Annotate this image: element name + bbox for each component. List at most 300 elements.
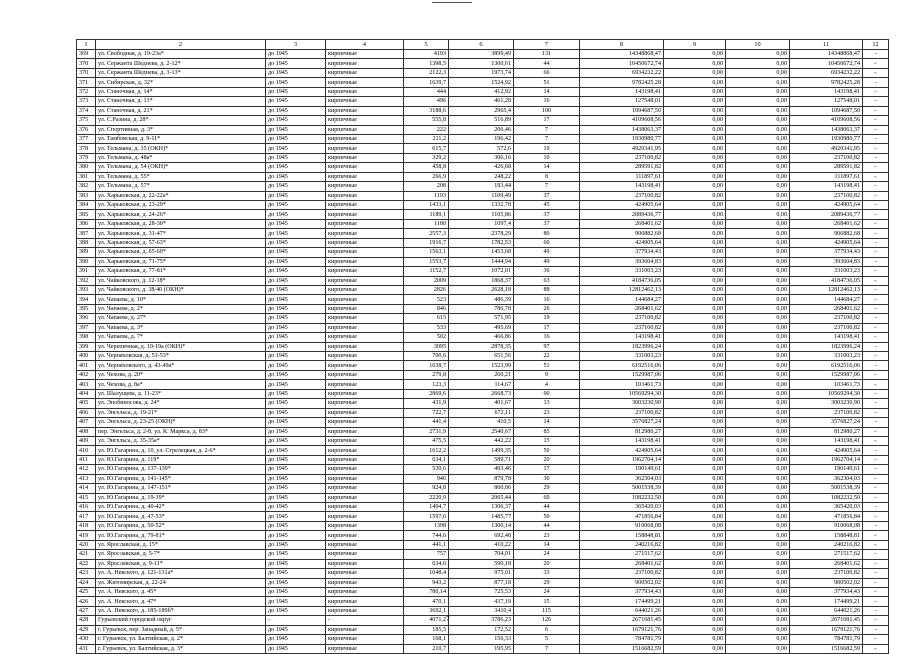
cell-cost-total: 237100,82	[580, 323, 664, 332]
cell-build-year: до 1945	[266, 210, 326, 219]
cell-cost-regional: 0,00	[664, 418, 726, 427]
cell-living-area: 1109,49	[449, 191, 514, 200]
cell-note: -	[863, 635, 889, 644]
cell-residents: 29	[514, 578, 580, 587]
cell-address: ул. Ю.Гагарина, д. 79-81*	[96, 531, 266, 540]
cell-cost-regional: 0,00	[664, 503, 726, 512]
cell-address: ул. Ю.Гагарина, д. 47-53*	[96, 512, 266, 521]
cell-build-year: до 1945	[266, 559, 326, 568]
cell-note: -	[863, 134, 889, 143]
cell-total-area: 1152,7	[404, 267, 449, 276]
cell-note: -	[863, 625, 889, 634]
cell-living-area: 412,92	[449, 87, 514, 96]
cell-residents: 16	[514, 333, 580, 342]
cell-cost-municipal: 0,00	[726, 219, 790, 228]
cell-note: -	[863, 106, 889, 115]
cell-cost-owners: 1930980,77	[790, 134, 863, 143]
cell-cost-municipal: 0,00	[726, 427, 790, 436]
cell-living-area: 516,89	[449, 116, 514, 125]
cell-wall-material: кирпичные	[326, 323, 404, 332]
cell-row-number: 375	[77, 116, 96, 125]
cell-cost-municipal: 0,00	[726, 248, 790, 257]
cell-residents: 17	[514, 323, 580, 332]
cell-build-year: до 1945	[266, 229, 326, 238]
cell-note: -	[863, 569, 889, 578]
cell-cost-total: 4920341,95	[580, 144, 664, 153]
cell-wall-material: кирпичные	[326, 50, 404, 59]
cell-living-area: 589,71	[449, 455, 514, 464]
cell-row-number: 410	[77, 446, 96, 455]
cell-build-year: до 1945	[266, 248, 326, 257]
cell-wall-material: кирпичные	[326, 134, 404, 143]
cell-living-area: 1332,78	[449, 201, 514, 210]
cell-wall-material: кирпичные	[326, 418, 404, 427]
cell-cost-regional: 0,00	[664, 323, 726, 332]
cell-address: ул. Харьковская, д. 57-63*	[96, 238, 266, 247]
cell-cost-owners: 3576827,24	[790, 418, 863, 427]
cell-total-area: 475,5	[404, 436, 449, 445]
cell-address: ул. Житомирская, д. 22-24	[96, 578, 266, 587]
table-row	[77, 229, 889, 238]
cell-total-area: 3095	[404, 342, 449, 351]
table-row	[77, 191, 889, 200]
cell-address: ул. Станочная, д. 13*	[96, 97, 266, 106]
cell-build-year: до 1945	[266, 408, 326, 417]
cell-wall-material: кирпичные	[326, 106, 404, 115]
cell-residents: 45	[514, 201, 580, 210]
cell-cost-municipal: 0,00	[726, 323, 790, 332]
cell-cost-owners: 268401,62	[790, 304, 863, 313]
cell-wall-material: кирпичные	[326, 116, 404, 125]
cell-build-year: до 1945	[266, 644, 326, 653]
table-row	[77, 540, 889, 549]
cell-wall-material: кирпичные	[326, 550, 404, 559]
cell-address: ул. С.Разина, д. 28*	[96, 116, 266, 125]
cell-living-area: 2540,67	[449, 427, 514, 436]
cell-build-year: до 1945	[266, 550, 326, 559]
header-cell-address: 2	[96, 40, 266, 50]
cell-wall-material: кирпичные	[326, 182, 404, 191]
cell-note: -	[863, 503, 889, 512]
cell-note: -	[863, 267, 889, 276]
cell-wall-material: кирпичные	[326, 352, 404, 361]
cell-living-area: 571,95	[449, 314, 514, 323]
cell-build-year: до 1945	[266, 474, 326, 483]
cell-cost-owners: 910068,08	[790, 521, 863, 530]
table-row	[77, 304, 889, 313]
cell-row-number: 373	[77, 97, 96, 106]
cell-wall-material: кирпичные	[326, 540, 404, 549]
cell-cost-owners: 4920341,95	[790, 144, 863, 153]
cell-cost-municipal: 0,00	[726, 465, 790, 474]
cell-residents: 19	[514, 144, 580, 153]
table-row	[77, 314, 889, 323]
cell-build-year: до 1945	[266, 295, 326, 304]
table-row	[77, 370, 889, 379]
cell-residents: 66	[514, 68, 580, 77]
cell-cost-owners: 331003,23	[790, 267, 863, 276]
cell-cost-regional: 0,00	[664, 125, 726, 134]
cell-total-area: 924,8	[404, 484, 449, 493]
cell-cost-total: 1094687,50	[580, 106, 664, 115]
cell-cost-municipal: 0,00	[726, 446, 790, 455]
table-row	[77, 569, 889, 578]
cell-build-year: до 1945	[266, 455, 326, 464]
cell-cost-total: 10569294,30	[580, 389, 664, 398]
cell-row-number: 371	[77, 78, 96, 87]
cell-note: -	[863, 163, 889, 172]
cell-build-year: до 1945	[266, 50, 326, 59]
cell-cost-total: 377934,43	[580, 587, 664, 596]
cell-residents: 115	[514, 606, 580, 615]
cell-note: -	[863, 59, 889, 68]
cell-cost-total: 190149,61	[580, 465, 664, 474]
table-row	[77, 125, 889, 134]
cell-cost-municipal: 0,00	[726, 644, 790, 653]
cell-residents: 88	[514, 285, 580, 294]
cell-total-area: 1553,7	[404, 257, 449, 266]
table-row	[77, 59, 889, 68]
cell-living-area: 2965,4	[449, 106, 514, 115]
table-row	[77, 380, 889, 389]
cell-cost-owners: 111897,61	[790, 172, 863, 181]
cell-address: ул. Ю.Гагарина, д. 40-42*	[96, 503, 266, 512]
cell-build-year: до 1945	[266, 238, 326, 247]
cell-residents: 9	[514, 370, 580, 379]
cell-cost-regional: 0,00	[664, 578, 726, 587]
cell-address: ул. Чехова, д. 8а*	[96, 380, 266, 389]
cell-row-number: 397	[77, 323, 96, 332]
cell-address: ул. Ю.Гагарина, д. 50-52*	[96, 521, 266, 530]
cell-address: г. Гурьевск, пер. Западный, д. 5*	[96, 625, 266, 634]
cell-cost-owners: 237100,82	[790, 314, 863, 323]
header-cell-build-year: 3	[266, 40, 326, 50]
cell-address: ул. Энгельса, д. 35-35а*	[96, 436, 266, 445]
cell-cost-regional: 0,00	[664, 191, 726, 200]
cell-row-number: 391	[77, 267, 96, 276]
cell-cost-total: 1962704,14	[580, 455, 664, 464]
cell-row-number: 401	[77, 361, 96, 370]
cell-address: ул. Черняховская, д. 51-53*	[96, 352, 266, 361]
cell-note: -	[863, 370, 889, 379]
cell-cost-municipal: 0,00	[726, 304, 790, 313]
cell-cost-owners: 5001538,39	[790, 484, 863, 493]
cell-cost-owners: 471856,84	[790, 512, 863, 521]
cell-address: ул. Тельмана, д. 35 (ОКН)*	[96, 144, 266, 153]
cell-row-number: 396	[77, 314, 96, 323]
cell-wall-material: кирпичные	[326, 436, 404, 445]
cell-build-year: до 1945	[266, 493, 326, 502]
cell-cost-regional: 0,00	[664, 276, 726, 285]
top-page-mark	[432, 2, 472, 4]
cell-cost-regional: 0,00	[664, 380, 726, 389]
cell-note: -	[863, 304, 889, 313]
cell-living-area: 672,11	[449, 408, 514, 417]
cell-total-area: 3692,1	[404, 606, 449, 615]
cell-residents: 14	[514, 87, 580, 96]
cell-total-area: 700,6	[404, 352, 449, 361]
cell-residents: 131	[514, 50, 580, 59]
table-row	[77, 201, 889, 210]
cell-living-area: 1306,37	[449, 503, 514, 512]
cell-residents: 51	[514, 361, 580, 370]
table-row	[77, 521, 889, 530]
cell-note: -	[863, 352, 889, 361]
cell-cost-owners: 143198,41	[790, 87, 863, 96]
cell-residents: 30	[514, 474, 580, 483]
cell-cost-municipal: 0,00	[726, 361, 790, 370]
cell-build-year: до 1945	[266, 172, 326, 181]
cell-cost-owners: 900502,02	[790, 578, 863, 587]
cell-living-area: 975,01	[449, 569, 514, 578]
cell-cost-regional: 0,00	[664, 493, 726, 502]
cell-wall-material: кирпичные	[326, 238, 404, 247]
cell-wall-material: кирпичные	[326, 455, 404, 464]
cell-wall-material: кирпичные	[326, 427, 404, 436]
table-row	[77, 465, 889, 474]
cell-build-year: до 1945	[266, 285, 326, 294]
table-row	[77, 474, 889, 483]
cell-total-area: 123,3	[404, 380, 449, 389]
cell-cost-regional: 0,00	[664, 352, 726, 361]
cell-cost-municipal: 0,00	[726, 191, 790, 200]
table-row	[77, 389, 889, 398]
cell-cost-municipal: 0,00	[726, 172, 790, 181]
cell-cost-owners: 1823996,24	[790, 342, 863, 351]
cell-total-area: 266,9	[404, 172, 449, 181]
cell-cost-municipal: 0,00	[726, 238, 790, 247]
cell-note: -	[863, 606, 889, 615]
cell-cost-municipal: 0,00	[726, 342, 790, 351]
cell-note: -	[863, 210, 889, 219]
cell-address: ул. Харьковская, д. 65-69*	[96, 248, 266, 257]
cell-wall-material: кирпичные	[326, 597, 404, 606]
cell-cost-owners: 289591,82	[790, 163, 863, 172]
cell-residents: 14	[514, 418, 580, 427]
cell-note: -	[863, 455, 889, 464]
cell-note: -	[863, 50, 889, 59]
cell-cost-owners: 331003,23	[790, 352, 863, 361]
cell-residents: 16	[514, 295, 580, 304]
cell-build-year: до 1945	[266, 418, 326, 427]
cell-wall-material: кирпичные	[326, 229, 404, 238]
cell-cost-total: 393604,83	[580, 257, 664, 266]
header-cell-cost-municipal: 10	[726, 40, 790, 50]
cell-build-year: до 1945	[266, 267, 326, 276]
cell-cost-municipal: 0,00	[726, 455, 790, 464]
cell-cost-total: 784781,79	[580, 635, 664, 644]
cell-residents: 37	[514, 219, 580, 228]
cell-address: ул. Харьковская, д. 28-30*	[96, 219, 266, 228]
cell-address: ул. Чапаева, д. 7*	[96, 333, 266, 342]
cell-wall-material: кирпичные	[326, 512, 404, 521]
table-row	[77, 625, 889, 634]
cell-cost-municipal: 0,00	[726, 418, 790, 427]
cell-living-area: 410,22	[449, 540, 514, 549]
cell-cost-regional: 0,00	[664, 389, 726, 398]
cell-total-area: 2557,3	[404, 229, 449, 238]
cell-cost-owners: 143198,41	[790, 182, 863, 191]
cell-residents: 37	[514, 191, 580, 200]
cell-build-year: до 1945	[266, 597, 326, 606]
cell-row-number: 402	[77, 370, 96, 379]
register-sheet	[76, 39, 879, 654]
cell-cost-regional: 0,00	[664, 550, 726, 559]
cell-row-number: 370	[77, 68, 96, 77]
cell-cost-municipal: 0,00	[726, 144, 790, 153]
cell-cost-regional: 0,00	[664, 465, 726, 474]
cell-residents: 23	[514, 531, 580, 540]
cell-residents: 29	[514, 484, 580, 493]
cell-build-year: до 1945	[266, 134, 326, 143]
cell-total-area: 1180	[404, 219, 449, 228]
cell-row-number: 423	[77, 569, 96, 578]
cell-address: ул. Харьковская, д. 71-75*	[96, 257, 266, 266]
cell-cost-total: 271517,62	[580, 550, 664, 559]
cell-total-area: 185,5	[404, 625, 449, 634]
cell-cost-total: 237100,82	[580, 408, 664, 417]
cell-cost-municipal: 0,00	[726, 314, 790, 323]
cell-cost-owners: 237100,82	[790, 153, 863, 162]
cell-cost-total: 5001538,39	[580, 484, 664, 493]
cell-cost-municipal: 0,00	[726, 587, 790, 596]
cell-cost-owners: 1094687,50	[790, 106, 863, 115]
cell-cost-municipal: 0,00	[726, 625, 790, 634]
cell-wall-material: кирпичные	[326, 87, 404, 96]
cell-build-year: до 1945	[266, 503, 326, 512]
cell-cost-owners: 143198,41	[790, 436, 863, 445]
cell-cost-regional: 0,00	[664, 616, 726, 625]
table-row	[77, 635, 889, 644]
cell-cost-total: 127548,01	[580, 97, 664, 106]
cell-living-area: 2378,29	[449, 229, 514, 238]
cell-cost-municipal: 0,00	[726, 474, 790, 483]
cell-cost-municipal: 0,00	[726, 352, 790, 361]
cell-total-area: 470,1	[404, 597, 449, 606]
cell-address: ул. Чапаева, д. 2*	[96, 304, 266, 313]
table-row	[77, 418, 889, 427]
table-row	[77, 172, 889, 181]
cell-total-area: 3188,6	[404, 106, 449, 115]
cell-cost-total: 424905,64	[580, 446, 664, 455]
cell-cost-municipal: 0,00	[726, 493, 790, 502]
cell-cost-total: 331003,23	[580, 352, 664, 361]
cell-cost-total: 362304,03	[580, 474, 664, 483]
cell-cost-regional: 0,00	[664, 172, 726, 181]
cell-wall-material: кирпичные	[326, 257, 404, 266]
cell-cost-regional: 0,00	[664, 295, 726, 304]
cell-address: ул. Сибирская, д. 32*	[96, 78, 266, 87]
cell-row-number: 412	[77, 465, 96, 474]
cell-cost-municipal: 0,00	[726, 87, 790, 96]
table-row	[77, 248, 889, 257]
cell-wall-material: кирпичные	[326, 97, 404, 106]
cell-cost-municipal: 0,00	[726, 78, 790, 87]
cell-total-area: 4071,2	[404, 616, 449, 625]
cell-note: -	[863, 408, 889, 417]
cell-note: -	[863, 248, 889, 257]
cell-cost-regional: 0,00	[664, 201, 726, 210]
cell-cost-regional: 0,00	[664, 531, 726, 540]
cell-build-year: до 1945	[266, 427, 326, 436]
cell-residents: 7	[514, 125, 580, 134]
cell-total-area: 615,7	[404, 144, 449, 153]
cell-note: -	[863, 295, 889, 304]
header-cell-cost-owners: 11	[790, 40, 863, 50]
cell-cost-total: 2671681,45	[580, 616, 664, 625]
cell-total-area: 1563,1	[404, 248, 449, 257]
cell-total-area: 222	[404, 125, 449, 134]
cell-build-year: до 1945	[266, 540, 326, 549]
cell-row-number: 392	[77, 276, 96, 285]
cell-note: -	[863, 616, 889, 625]
cell-living-area: 1453,68	[449, 248, 514, 257]
cell-cost-municipal: 0,00	[726, 578, 790, 587]
cell-note: -	[863, 276, 889, 285]
cell-living-area: 1499,35	[449, 446, 514, 455]
cell-build-year: до 1945	[266, 257, 326, 266]
cell-living-area: 1300,61	[449, 59, 514, 68]
cell-note: -	[863, 418, 889, 427]
cell-address: ул. Ярославская, д. 15*	[96, 540, 266, 549]
cell-row-number: 386	[77, 219, 96, 228]
table-row	[77, 210, 889, 219]
cell-cost-regional: 0,00	[664, 285, 726, 294]
cell-note: -	[863, 182, 889, 191]
cell-build-year: до 1945	[266, 125, 326, 134]
cell-build-year: до 1945	[266, 304, 326, 313]
cell-living-area: 1485,77	[449, 512, 514, 521]
cell-note: -	[863, 116, 889, 125]
cell-row-number: 380	[77, 163, 96, 172]
table-row	[77, 484, 889, 493]
cell-note: -	[863, 314, 889, 323]
cell-cost-regional: 0,00	[664, 163, 726, 172]
table-row	[77, 616, 889, 625]
cell-cost-owners: 174499,21	[790, 597, 863, 606]
table-row	[77, 578, 889, 587]
cell-note: -	[863, 512, 889, 521]
cell-cost-municipal: 0,00	[726, 370, 790, 379]
cell-cost-total: 14348868,47	[580, 50, 664, 59]
cell-total-area: 431,9	[404, 399, 449, 408]
cell-cost-owners: 4184736,05	[790, 276, 863, 285]
cell-cost-owners: 14348868,47	[790, 50, 863, 59]
cell-row-number: 395	[77, 304, 96, 313]
cell-cost-total: 644021,26	[580, 606, 664, 615]
cell-row-number: 430	[77, 635, 96, 644]
cell-cost-municipal: 0,00	[726, 616, 790, 625]
cell-note: -	[863, 389, 889, 398]
cell-row-number: 413	[77, 474, 96, 483]
table-row	[77, 78, 889, 87]
cell-wall-material: кирпичные	[326, 144, 404, 153]
cell-row-number: 377	[77, 134, 96, 143]
cell-total-area: 168,1	[404, 635, 449, 644]
cell-cost-total: 12812462,13	[580, 285, 664, 294]
cell-wall-material: кирпичные	[326, 408, 404, 417]
cell-cost-owners: 143198,41	[790, 333, 863, 342]
cell-cost-municipal: 0,00	[726, 257, 790, 266]
cell-note: -	[863, 229, 889, 238]
cell-cost-regional: 0,00	[664, 97, 726, 106]
cell-note: -	[863, 484, 889, 493]
cell-living-area: 860,06	[449, 484, 514, 493]
cell-cost-total: 3003230,90	[580, 399, 664, 408]
cell-row-number: 399	[77, 342, 96, 351]
cell-cost-total: 268401,62	[580, 219, 664, 228]
cell-cost-total: 4109608,56	[580, 116, 664, 125]
